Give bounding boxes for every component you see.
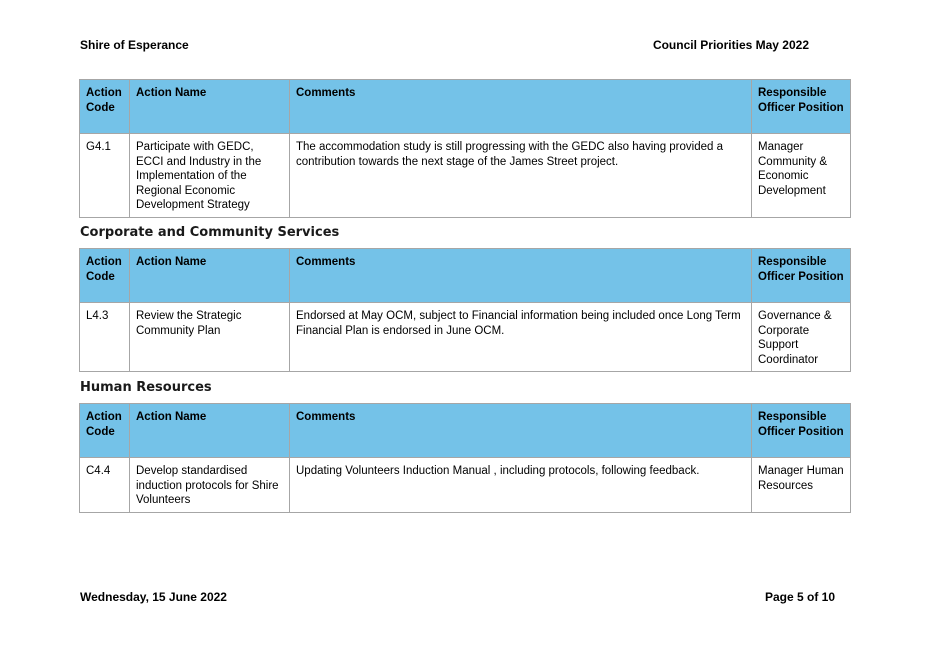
- footer-date: Wednesday, 15 June 2022: [80, 590, 227, 604]
- action-code-cell: C4.4: [80, 458, 130, 513]
- column-header-comments: Comments: [290, 249, 752, 303]
- column-header-action-code: Action Code: [80, 404, 130, 458]
- table-header-row: [80, 249, 851, 303]
- action-name-cell: Review the Strategic Community Plan: [130, 303, 290, 372]
- column-header-responsible-officer: Responsible Officer Position: [752, 404, 851, 458]
- officer-cell: Manager Human Resources: [752, 458, 851, 513]
- table-header-row: [80, 80, 851, 134]
- priorities-table: [79, 403, 851, 513]
- officer-cell: Governance & Corporate Support Coordinator: [752, 303, 851, 372]
- action-code-cell: L4.3: [80, 303, 130, 372]
- comments-cell: The accommodation study is still progressing with the GEDC also having provided a contribution towards the next stage of the James Street project.: [290, 134, 752, 218]
- table-header-row: [80, 404, 851, 458]
- column-header-responsible-officer: Responsible Officer Position: [752, 249, 851, 303]
- priorities-table: [79, 248, 851, 372]
- column-header-action-name: Action Name: [130, 249, 290, 303]
- page-number: Page 5 of 10: [764, 590, 835, 604]
- action-name-cell: Develop standardised induction protocols for Shire Volunteers: [130, 458, 290, 513]
- table-row: [80, 134, 851, 218]
- table-row: [80, 458, 851, 513]
- column-header-action-code: Action Code: [80, 249, 130, 303]
- document-title: Council Priorities May 2022: [652, 38, 809, 52]
- column-header-action-code: Action Code: [80, 80, 130, 134]
- organisation-name: Shire of Esperance: [80, 38, 189, 52]
- action-name-cell: Participate with GEDC, ECCI and Industry in the Implementation of the Regional Economic Development Strategy: [130, 134, 290, 218]
- officer-cell: Manager Community & Economic Development: [752, 134, 851, 218]
- comments-cell: Updating Volunteers Induction Manual , including protocols, following feedback.: [290, 458, 752, 513]
- column-header-comments: Comments: [290, 80, 752, 134]
- priorities-table: [79, 79, 851, 218]
- column-header-action-name: Action Name: [130, 80, 290, 134]
- section-heading: Human Resources: [80, 380, 212, 395]
- column-header-comments: Comments: [290, 404, 752, 458]
- section-heading: Corporate and Community Services: [80, 225, 340, 240]
- column-header-action-name: Action Name: [130, 404, 290, 458]
- comments-cell: Endorsed at May OCM, subject to Financial information being included once Long Term Financial Plan is endorsed in June OCM.: [290, 303, 752, 372]
- action-code-cell: G4.1: [80, 134, 130, 218]
- table-row: [80, 303, 851, 372]
- column-header-responsible-officer: Responsible Officer Position: [752, 80, 851, 134]
